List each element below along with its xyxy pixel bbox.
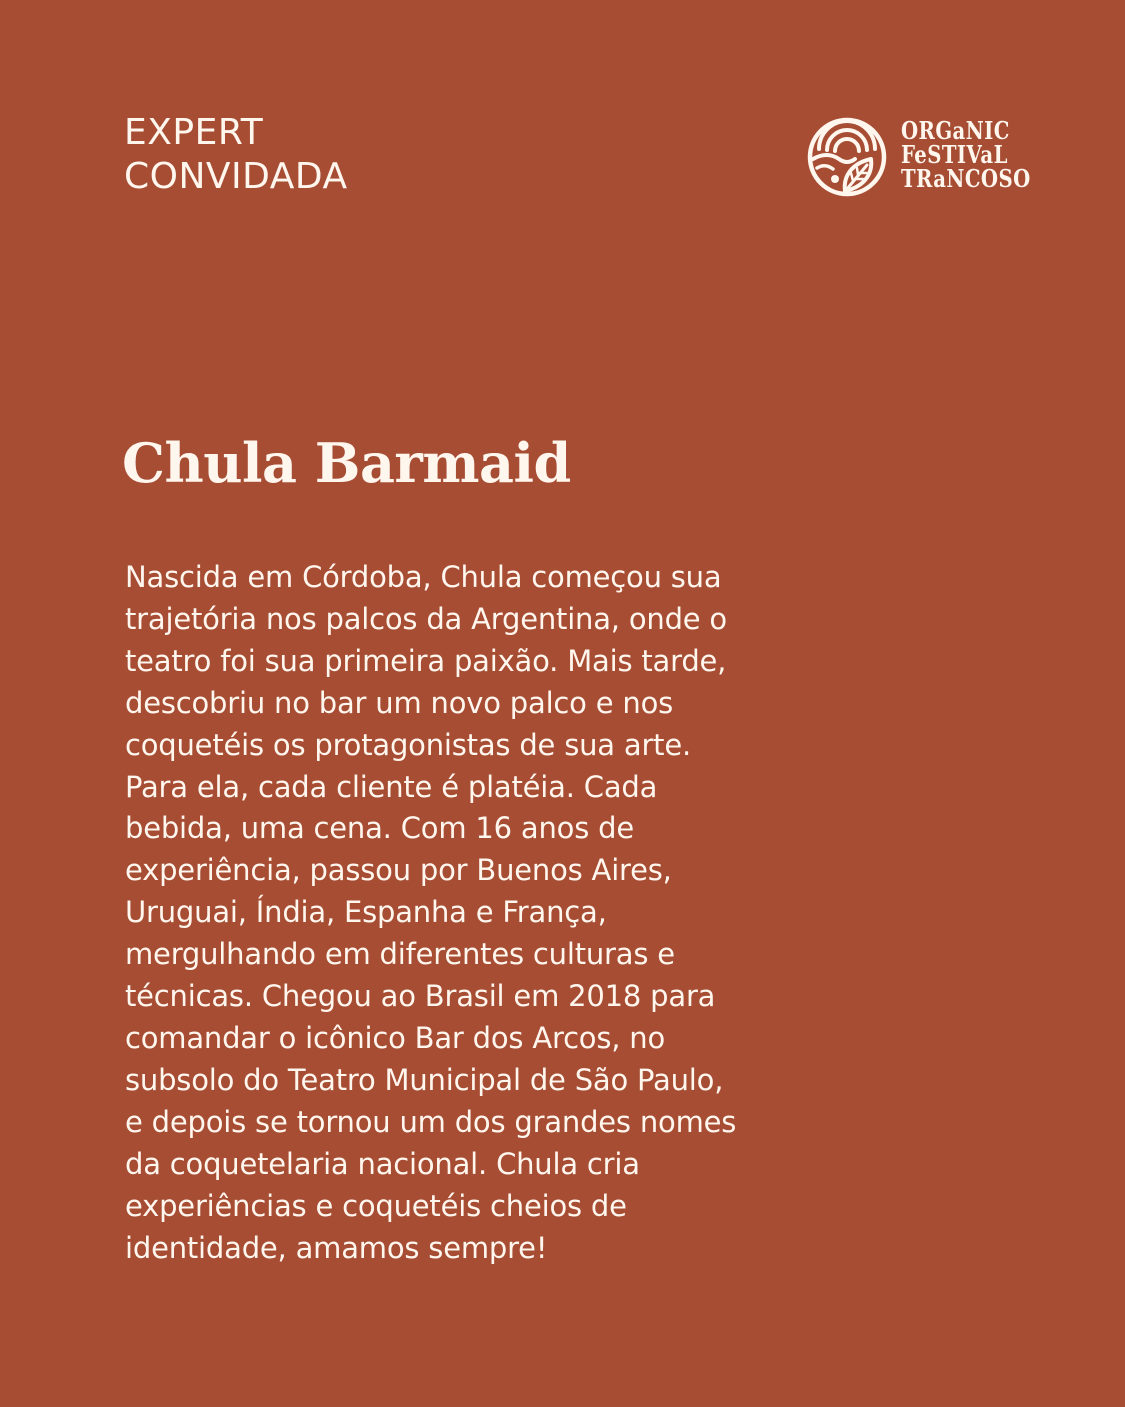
- bio-line: Nascida em Córdoba, Chula começou sua: [125, 560, 722, 594]
- bio-line: descobriu no bar um novo palco e nos: [125, 685, 674, 720]
- organic-festival-emblem-icon: [805, 113, 889, 197]
- bio-line: experiências e coquetéis cheios de: [125, 1188, 627, 1223]
- logo-word-festival: FeSTIVaL: [901, 140, 1008, 169]
- expert-bio: [125, 557, 825, 1269]
- bio-line: e depois se tornou um dos grandes nomes: [125, 1104, 737, 1139]
- expert-label: [124, 111, 348, 199]
- bio-line: Para ela, cada cliente é platéia. Cada: [125, 769, 658, 804]
- bio-line: mergulhando em diferentes culturas e: [125, 937, 675, 972]
- expert-name: Chula Barmaid: [122, 431, 571, 495]
- logo-wordmark: [901, 116, 1031, 193]
- organic-festival-logo: [805, 109, 1031, 201]
- bio-line: identidade, amamos sempre!: [125, 1230, 548, 1265]
- bio-line: Uruguai, Índia, Espanha e França,: [125, 895, 607, 930]
- bio-line: subsolo do Teatro Municipal de São Paulo,: [125, 1062, 724, 1097]
- bio-line: trajetória nos palcos da Argentina, onde o: [125, 601, 727, 636]
- bio-line: técnicas. Chegou ao Brasil em 2018 para: [125, 979, 716, 1014]
- bio-line: coquetéis os protagonistas de sua arte.: [125, 727, 691, 762]
- logo-word-trancoso: TRaNCOSO: [901, 164, 1031, 193]
- bio-line: bebida, uma cena. Com 16 anos de: [125, 811, 634, 846]
- logo-word-organic: ORGaNIC: [901, 116, 1010, 145]
- bio-line: experiência, passou por Buenos Aires,: [125, 853, 672, 888]
- label-line-convidada: CONVIDADA: [124, 156, 348, 197]
- bio-line: comandar o icônico Bar dos Arcos, no: [125, 1020, 666, 1055]
- label-line-expert: EXPERT: [124, 112, 264, 153]
- bio-line: da coquetelaria nacional. Chula cria: [125, 1146, 640, 1181]
- bio-line: teatro foi sua primeira paixão. Mais tarde,: [125, 643, 727, 678]
